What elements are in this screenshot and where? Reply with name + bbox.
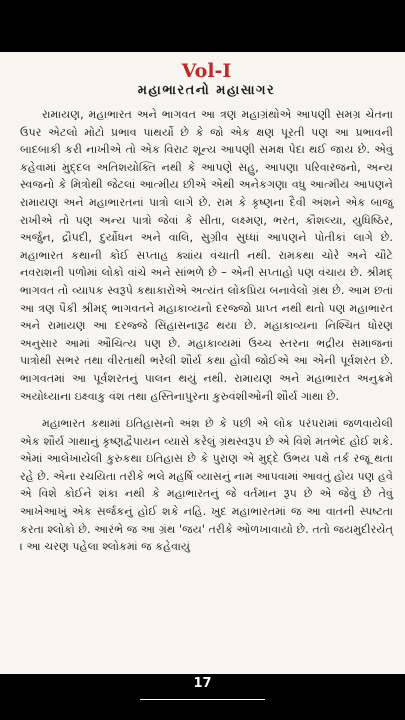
body-paragraph-1: રામાયણ, મહાભારત અને ભાગવત આ ત્રણ મહાગ્રંથોએ આપણી સમગ્ર ચેતના ઉપર એટલો મોટો પ્રભાવ પાથર્યો છે કે જો એક ક્ષણ પૂરતી પણ આ પ્રભાવની બાદબાકી કરી નાખીએ તો એક વિરાટ શૂન્ય આપણી સમક્ષ પેદા થઈ જાય છે. એવું કહેવામાં મુદ્દલ અતિશયોક્તિ નથી કે આપણે સહુ, આપણા પરિવારજનો, અન્ય સ્વજનો કે મિત્રોથી જેટલાં આત્મીય છીએ એથી અનેકગણા વધુ આત્મીય આપણને રામાયણ અને મહાભારતનાં પાત્રો લાગે છે. રામ કે કૃષ્ણના દૈવી અંશને એક બાજુ રાખીએ તો પણ અન્ય પાત્રો જેવાં કે સીતા, લક્ષ્મણ, ભરત, કૌશલ્યા, યુધિષ્ઠિર, અર્જુન, દ્રૌપદી, દુર્યોધન અને વાલિ, સુગ્રીવ સુધ્ધાં આપણને પોતીકાં લાગે છે. મહાભારત કથાની કોઈ સપ્તાહ ક્યાંય વંચાતી નથી. રામકથા ચોરે અને ચૌટે નવરાશની પળોમાં લોકો વાંચે અને સાંભળે છે – એની સપ્તાહો પણ વંચાય છે. શ્રીમદ્ ભાગવત તો વ્યાપક સ્વરૂપે કથાકારોએ અત્યંત લોકપ્રિય બનાવેલો ગ્રંથ છે. આમ છતાં આ ત્રણ પૈકી શ્રીમદ્ ભાગવતને મહાકાવ્યનો દરજ્જો પ્રાપ્ત નથી થતો પણ મહાભારત અને રામાયણ આ દરજ્જે સિંહાસનારૂઢ થયા છે. મહાકાવ્યના નિશ્ચિત ધોરણ અનુસાર આમાં ઔચિત્ય પણ છે. મહાકાવ્યમાં ઉચ્ચ સ્તરના ભદ્રીય સમાજનાં પાત્રોથી સભર તથા વીરતાથી ભરેલી શૌર્ય કથા હોવી જોઈએ આ એની પૂર્વશરત છે. ભાગવતમાં આ પૂર્વશરતનું પાલન થયું નથી. રામાયણ અને મહાભારત અનુક્રમે અયોધ્યાના ઇક્ષ્વાકુ વંશ તથા હસ્તિનાપુરના કુરુવંશીઓની શૌર્ય ગાથા છે. bbox=[20, 108, 393, 403]
page-number: 17 bbox=[193, 676, 212, 691]
chapter-title: મહાભારતનો મહાસાગર bbox=[137, 83, 276, 98]
page-divider-line bbox=[140, 699, 265, 700]
book-page bbox=[0, 52, 405, 674]
volume-label: Vol-I bbox=[181, 60, 232, 82]
body-paragraph-2: મહાભારત કથામાં ઇતિહાસનો અંશ છે કે પછી એ લોક પરંપરામાં જળવાયેલી એક શૌર્ય ગાથાનું કૃષ્ણદ્વૈપાયન વ્યાસે કરેલું ગ્રંથસ્વરૂપ છે એ વિશે મતભેદ હોઈ શકે. એમાં આલેખાયેલી કુરુકથા ઇતિહાસ છે કે પુરાણ એ મુદ્દે ઉભય પક્ષે તર્ક રજૂ થતા રહે છે. એના રચયિતા તરીકે ભલે મહર્ષિ વ્યાસનું નામ આપવામાં આવતું હોય પણ હવે એ વિશે કોઈને શંકા નથી કે મહાભારતનું જે વર્તમાન રૂપ છે એ જેવું છે તેવું આખેઆખું એક સર્જકનું હોઈ શકે નહિ. ખુદ મહાભારતમાં જ આ વાતની સ્પષ્ટતા કરતા શ્લોકો છે. આરંભે જ આ ગ્રંથ 'જય' તરીકે ઓળખાવાયો છે. તતો જયમુદીરયેત્ । આ ચરણ પહેલા શ્લોકમાં જ કહેવાયું bbox=[20, 417, 393, 554]
